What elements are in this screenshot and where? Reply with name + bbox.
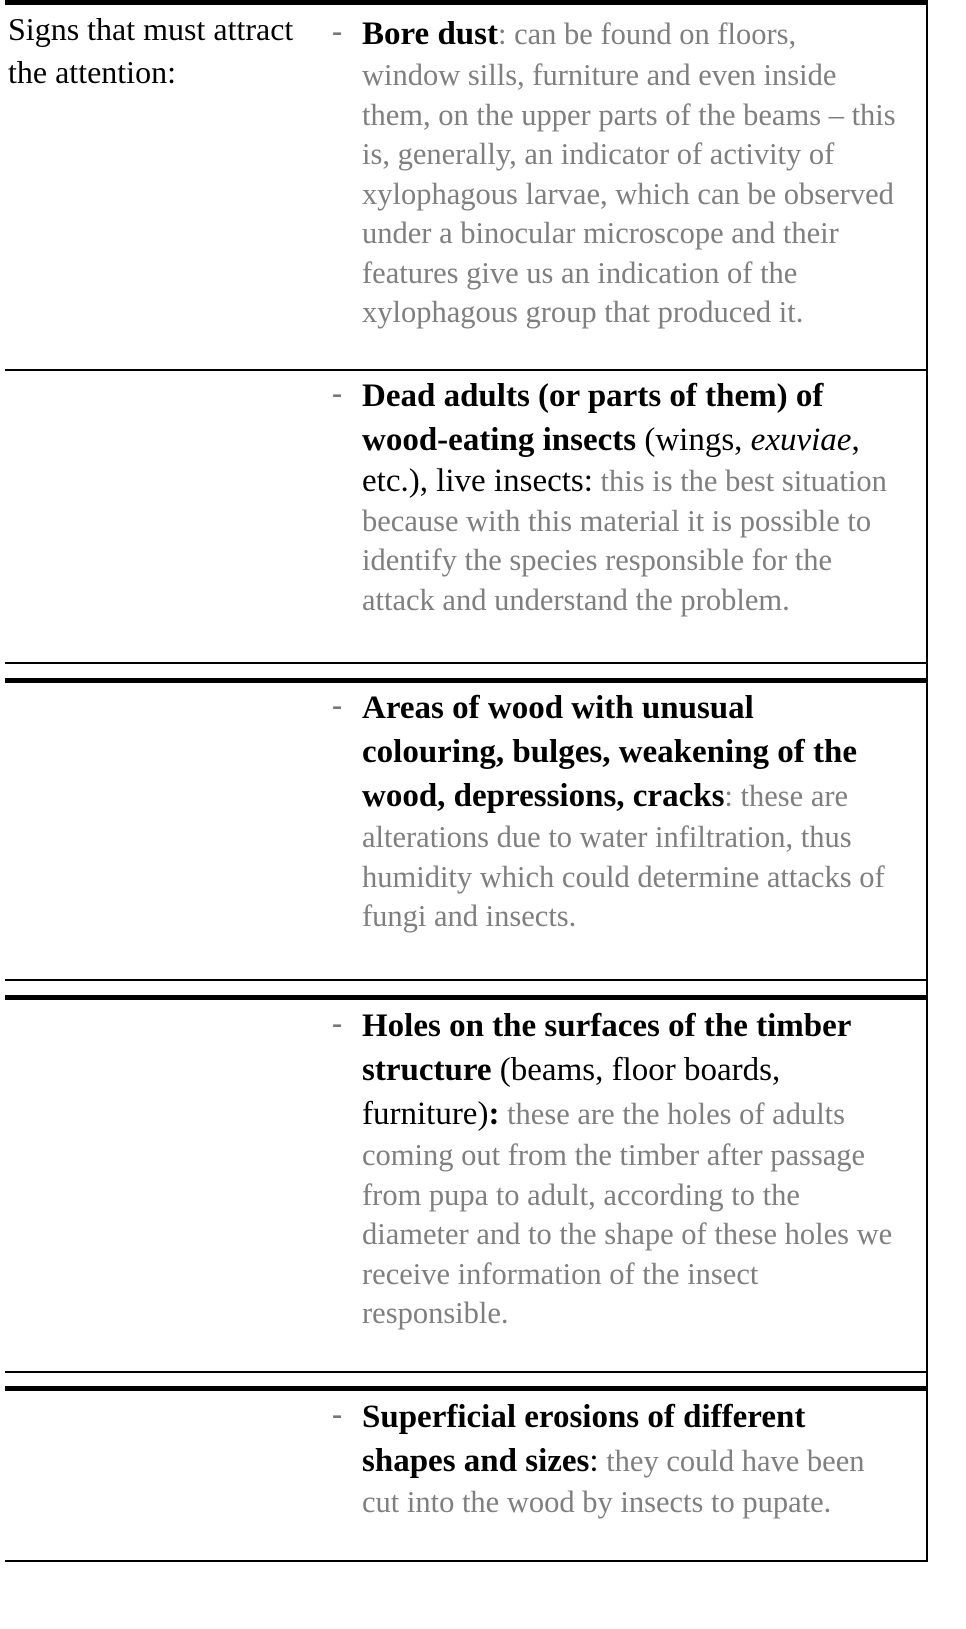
row-label: Signs that must attract the attention: [8,11,294,90]
dash-bullet: - [332,1006,343,1040]
row-divider [5,662,928,664]
table-right-border [926,0,928,1562]
item-description: this is the best situation because with this material it is possible to identify the species responsible for the attack and understand the problem. [362,464,887,617]
item-title: Bore dust [362,16,498,52]
list-item-holes [332,1004,902,1334]
item-note: (beams, floor boards, furniture) [362,1052,781,1132]
table-top-border [5,0,928,5]
item-description: these are alterations due to water infiltration, thus humidity which could determine attacks of fungi and insects. [362,779,885,933]
row-divider-thick [5,995,928,1000]
row-divider-thick [5,1386,928,1391]
dash-bullet: - [332,688,343,722]
dash-bullet: - [332,376,343,410]
separator: : [488,1096,500,1132]
item-note-italic: exuviae [750,422,852,458]
item-title: Superficial erosions of different shapes and sizes [362,1399,806,1479]
list-item-erosions [332,1395,902,1523]
item-description: they could have been cut into the wood by insects to pupate. [362,1444,865,1519]
row-divider [5,979,928,981]
row-divider-thick [5,678,928,683]
separator: : [498,17,507,51]
table-bottom-border [5,1560,928,1562]
item-note: , etc.), live insects: [362,422,860,499]
row-divider [5,1371,928,1373]
item-note: (wings, [636,422,751,458]
item-description: these are the holes of adults coming out from the timber after passage from pupa to adult, according to the diameter and to the shape of these holes we receive information of the insect responsible. [362,1097,893,1330]
row-divider [5,369,928,371]
dash-bullet: - [332,1397,343,1431]
item-title: Dead adults (or parts of them) of wood-eating insects [362,378,824,458]
item-title: Areas of wood with unusual colouring, bulges, weakening of the wood, depressions, cracks [362,690,858,814]
list-item-unusual-areas [332,686,902,937]
list-item-bore-dust [332,12,902,333]
dash-bullet: - [332,14,343,48]
item-title: Holes on the surfaces of the timber structure [362,1008,851,1088]
separator: : [724,779,733,813]
item-description: can be found on floors, window sills, furniture and even inside them, on the upper parts of the beams – this is, generally, an indicator of activity of xylophagous larvae, which can be observed under a binocular microscope and their features give us an indication of the xylophagous group that produced it. [362,17,896,329]
separator: : [589,1443,599,1479]
list-item-dead-adults [332,374,902,620]
